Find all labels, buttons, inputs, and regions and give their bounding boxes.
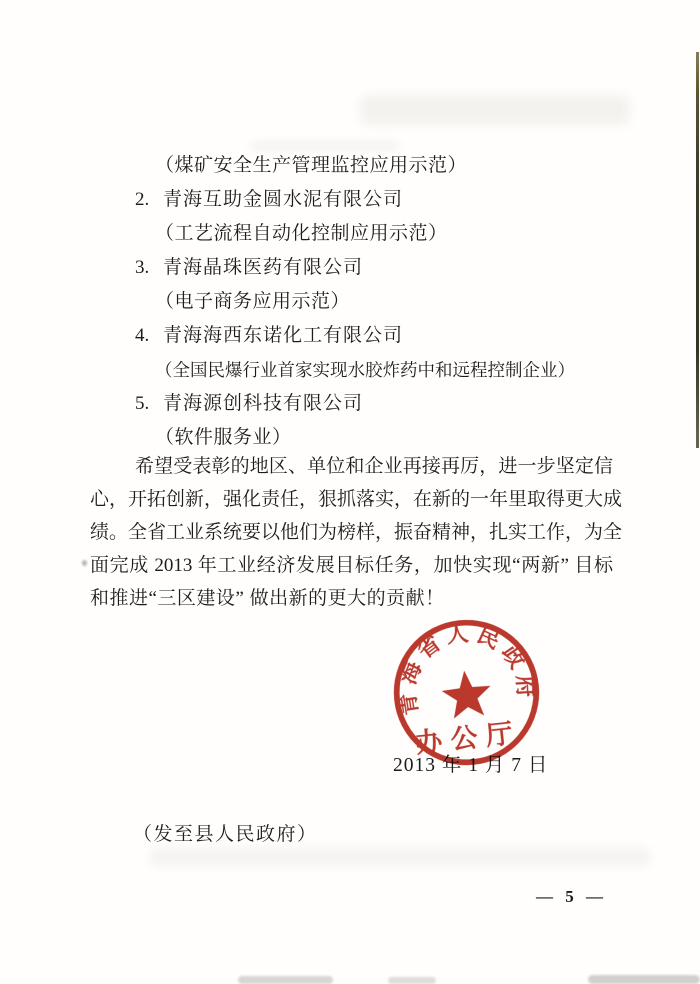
paragraph-line: 心，开拓创新，强化责任，狠抓落实，在新的一年里取得更大成 <box>90 489 623 510</box>
issue-date: 2013 年 1 月 7 日 <box>393 755 549 776</box>
list-item-number: 5. <box>135 393 150 414</box>
distribution-note: （发至县人民政府） <box>133 824 318 845</box>
page-number: — 5 — <box>536 887 607 906</box>
list-item-annotation: （电子商务应用示范） <box>155 291 351 312</box>
list-item-number: 2. <box>135 189 150 210</box>
scan-smudge <box>360 95 630 125</box>
scan-smudge <box>82 560 87 566</box>
list-item-annotation: （软件服务业） <box>155 427 292 448</box>
official-seal <box>382 608 550 776</box>
seal-office-text: 办公厅 <box>414 717 523 759</box>
paragraph-line: 绩。全省工业系统要以他们为榜样，振奋精神，扎实工作，为全 <box>90 522 623 543</box>
seal-star-icon <box>440 668 494 720</box>
list-item-name: 青海海西东诺化工有限公司 <box>163 325 404 346</box>
list-item-name: 青海互助金圆水泥有限公司 <box>163 189 404 210</box>
list-item-annotation: （煤矿安全生产管理监控应用示范） <box>155 155 468 176</box>
seal-arc-text: 青海省人民政府 <box>393 619 539 718</box>
scan-smudge <box>388 977 436 984</box>
scan-smudge <box>150 848 650 866</box>
list-item <box>90 322 663 350</box>
list-item <box>90 390 663 418</box>
scan-smudge <box>588 975 700 984</box>
list-item-name: 青海源创科技有限公司 <box>163 393 364 414</box>
list-item <box>90 186 663 214</box>
paragraph-line: 和推进“三区建设” 做出新的更大的贡献！ <box>90 588 445 609</box>
list-item <box>90 254 663 282</box>
list-item-annotation: （全国民爆行业首家实现水胶炸药中和远程控制企业） <box>155 360 575 380</box>
paragraph-line: 希望受表彰的地区、单位和企业再接再厉，进一步坚定信 <box>135 456 613 477</box>
list-item-number: 4. <box>135 325 150 346</box>
scan-smudge <box>250 140 400 152</box>
list-item-number: 3. <box>135 257 150 278</box>
right-edge-scan-line <box>696 52 699 448</box>
scan-smudge <box>238 976 333 984</box>
paragraph-line: 面完成 2013 年工业经济发展目标任务，加快实现“两新” 目标 <box>90 555 613 576</box>
list-item-annotation: （工艺流程自动化控制应用示范） <box>155 223 448 244</box>
list-item-name: 青海晶珠医药有限公司 <box>163 257 364 278</box>
